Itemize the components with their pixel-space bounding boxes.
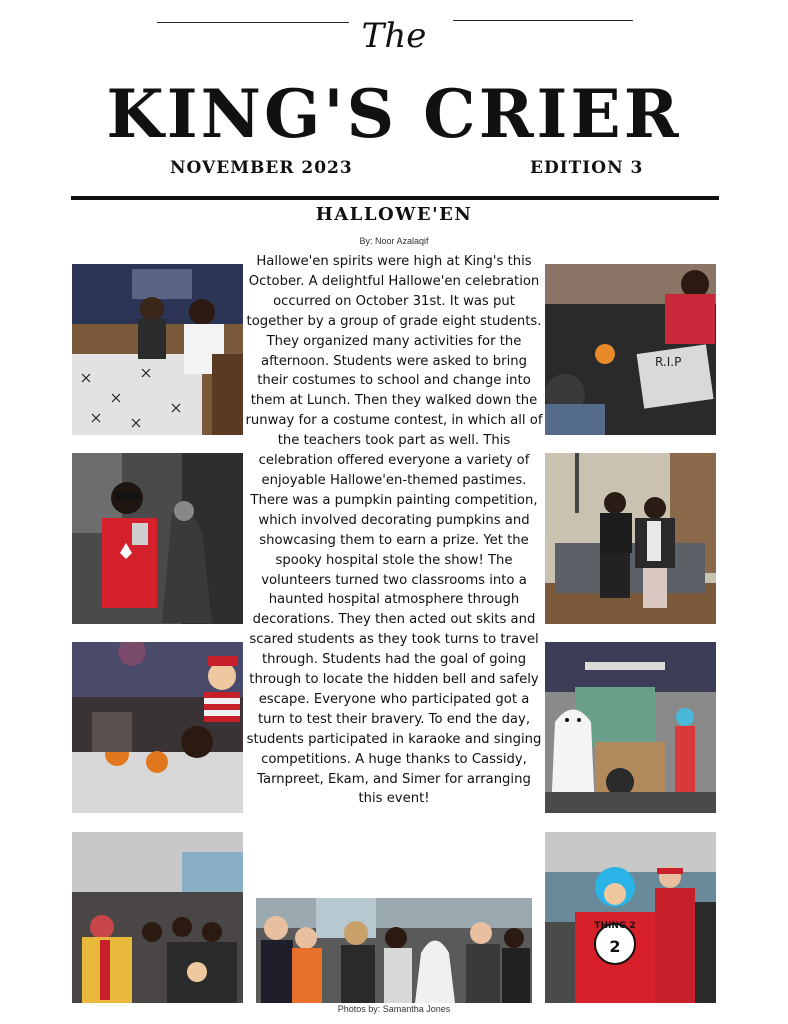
photo-couch-costumes: [545, 453, 716, 624]
masthead-divider: [71, 196, 719, 200]
svg-text:2: 2: [609, 937, 621, 956]
photo-canada-costume: [72, 453, 243, 624]
article-headline: HALLOWE'EN: [315, 204, 473, 225]
photo-group-costumes: [72, 832, 243, 1003]
photo-credit: Photos by: Samantha Jones: [337, 1004, 451, 1014]
article-body: Hallowe'en spirits were high at King's this October. A delightful Hallowe'en celebration occurred on October 31st. It was put together by a group of grade eight students. They organized many activities for the afternoon. Students were asked to bring their costumes to school and change into them at Lunch. Then they walked down the runway for a costume contest, in which all of the teachers took part as well. This celebration offered everyone a variety of enjoyable Hallowe'en-themed pastimes. There was a pumpkin painting competition, which involved decorating pumpkins and showcasing them to earn a prize. Yet the spooky hospital stole the show! The volunteers turned two classrooms into a haunted hospital atmosphere through decorations. They then acted out skits and scared students as they took turns to travel through. Students had the goal of going through to locate the hidden bell and safely escape. Everyone who participated got a turn to test their bravery. To end the day, students participated in karaoke and singing competitions. A huge thanks to Cassidy, Tarnpreet, Ekam, and Simer for arranging this event!: [245, 254, 543, 807]
masthead-the: The: [361, 16, 427, 56]
photo-classroom-table: [72, 264, 243, 435]
masthead-title: KING'S CRIER: [106, 75, 682, 153]
article-byline: By: Noor Azalaqif: [359, 236, 429, 246]
photo-thing-two: [545, 832, 716, 1003]
issue-edition: EDITION 3: [530, 158, 644, 178]
photo-painting-table: [545, 264, 716, 435]
photo-haunted-hospital: [545, 642, 716, 813]
photo-pumpkin-contest: [72, 642, 243, 813]
photo-sign-text: R.I.P: [655, 355, 682, 369]
photo-group-ghost: [256, 898, 532, 1003]
photo-shirt-text: THING 2: [594, 921, 636, 931]
issue-date: NOVEMBER 2023: [170, 158, 353, 178]
